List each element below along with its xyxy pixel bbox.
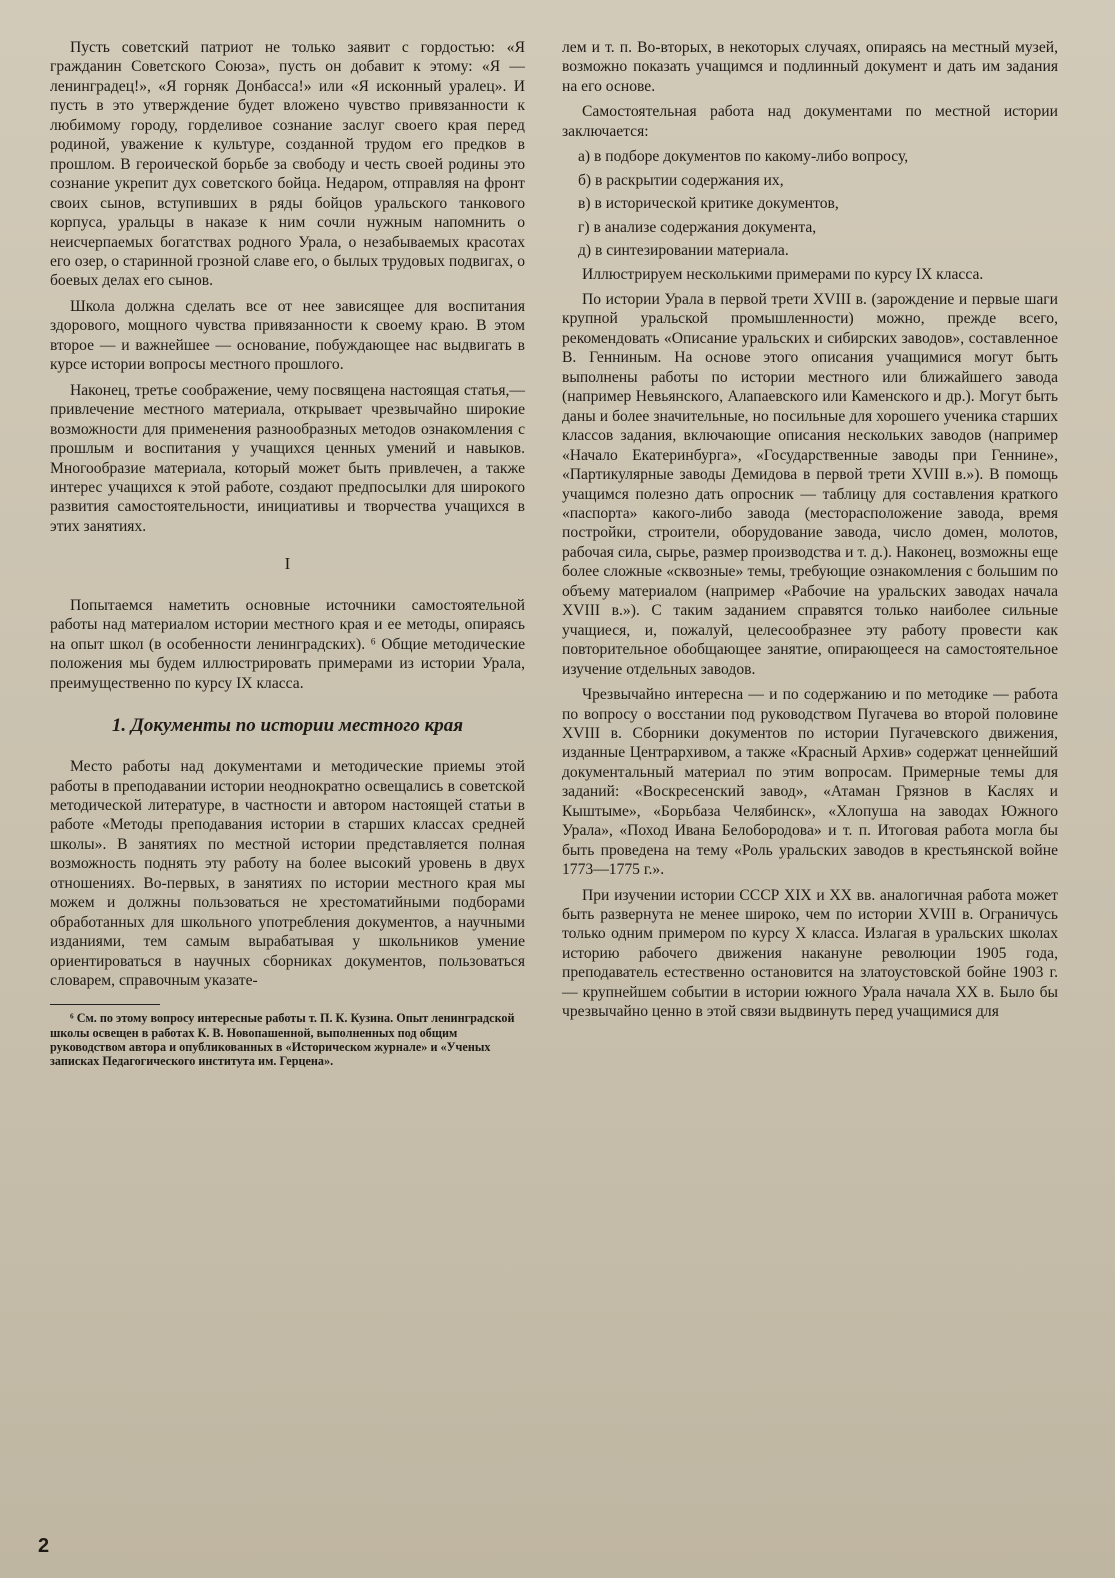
list-item: г) в анализе содержания документа, [578,218,817,236]
paragraph: лем и т. п. Во-вторых, в некоторых случаях, опираясь на местный музей, возможно показать учащимся и подлинный документ и дать им задания на его основе. [562,39,1058,95]
page-number: 2 [38,1535,50,1557]
paragraph: Наконец, третье соображение, чему посвящена настоящая статья,— привлечение местного материала, открывает чрезвычайно широкие возможности для применения разнообразных методов ознакомления с прошлым и воспитания у учащихся ценных умений и навыков. Многообразие материала, который может быть привлечен, а также интерес учащихся к этой работе, создают предпосылки для широкого развития самостоятельности, инициативы и творчества учащихся в этих занятиях. [50,381,525,535]
list-item: б) в раскрытии содержания их, [578,171,784,189]
paragraph: Чрезвычайно интересна — и по содержанию и по методике — работа по вопросу о восстании под руководством Пугачева во второй половине XVIII в. Сборники документов по истории Пугачевского движения, изданные Центрархивом, а также «Красный Архив» содержат ценнейший документальный материал по этим вопросам. Примерные темы для заданий: «Воскресенский завод», «Атаман Грязнов в Каслях и Кыштыме», «Борьбаза Челябинск», «Хлопуша на заводах Южного Урала», «Поход Ивана Белобородова» и т. п. Итоговая работа могла бы быть проведена на тему «Роль уральских заводов в крестьянской войне 1773—1775 г.». [562,686,1058,879]
list-item: в) в исторической критике документов, [578,195,839,213]
left-column [50,38,525,1074]
paragraph: Пусть советский патриот не только заявит с гордостью: «Я гражданин Советского Союза», пусть он добавит к этому: «Я — ленинградец!», «Я горняк Донбасса!» или «Я исконный уралец». И пусть в это утверждение будет вложено чувство привязанности к любимому городу, горделивое сознание заслуг своего края перед родиной, уважение к культуре, созданной трудом его предков в прошлом. В героической борьбе за свободу и честь своей родины это сознание укрепит дух советского бойца. Недаром, отправляя на фронт своих сынов, вступивших в ряды бойцов уральского танкового корпуса, уральцы в наказе к ним сочли нужным напомнить о неисчерпаемых богатствах родного Урала, о незабываемых красотах его озер, о старинной грозной славе его, о былых трудовых подвигах, о боевых делах его сынов. [50,39,525,290]
footnote-divider [50,1004,160,1005]
paragraph: Попытаемся наметить основные источники самостоятельной работы над материалом истории местного края и ее методы, опираясь на опыт школ (в особенности ленинградских). ⁶ Общие методические положения мы будем иллюстрировать примерами из истории Урала, преимущественно по курсу IX класса. [50,596,525,692]
paragraph: При изучении истории СССР XIX и XX вв. аналогичная работа может быть развернута не менее широко, чем по истории XVIII в. Ограничусь только одним примером по курсу X класса. Излагая в уральских школах историю рабочего движения накануне революции 1905 года, преподаватель естественно остановится на златоустовской бойне 1903 г.— крупнейшем событии в истории южного Урала начала XX в. Было бы чрезвычайно ценно в этой связи выдвинуть перед учащимися для [562,886,1058,1021]
footnote: ⁶ См. по этому вопросу интересные работы т. П. К. Кузина. Опыт ленинградской школы освещен в работах К. В. Новопашенной, выполненных под общим руководством автора и опубликованных в «Историческом журнале» и «Ученых записках Педагогического института им. Герцена». [50,1011,515,1069]
section-number: I [284,554,291,574]
section-heading: 1. Документы по истории местного края [111,715,464,737]
paragraph: Самостоятельная работа над документами по местной истории заключается: [562,103,1058,140]
list-item: а) в подборе документов по какому-либо вопросу, [578,148,909,166]
list-item: д) в синтезировании материала. [578,242,789,260]
paragraph: Место работы над документами и методические приемы этой работы в преподавании истории неоднократно освещались в советской методической литературе, в частности и автором настоящей статьи в работе «Методы преподавания истории в старших классах средней школы». В занятиях по местной истории представляется полная возможность поднять эту работу на более высокий уровень в двух отношениях. Во-первых, в занятиях по истории местного края мы можем и должны пользоваться не хрестоматийными подборами обработанных для школьного употребления документов, а научными изданиями, тем самым вырабатывая у школьников умение ориентироваться в научных сборниках документов, пользоваться словарем, справочным указате- [50,758,525,990]
paragraph: Иллюстрируем несколькими примерами по курсу IX класса. [582,265,984,283]
right-column [562,38,1058,1028]
paragraph: По истории Урала в первой трети XVIII в. (зарождение и первые шаги крупной уральской промышленности) можно, прежде всего, рекомендовать «Описание уральских и сибирских заводов», составленное В. Генниным. На основе этого описания учащимися могут быть выполнены работы по истории местного или ближайшего завода (например Невьянского, Алапаевского или Каменского и др.). Могут быть даны и более значительные, но посильные для хорошего ученика старших классов задания, включающие описания нескольких заводов (например «Начало Екатеринбурга», «Государственные заводы при Геннине», «Партикулярные заводы Демидова в первой трети XVIII в.»). В помощь учащимся полезно дать опросник — таблицу для составления краткого «паспорта» какого-либо завода (месторасположение завода, время постройки, строители, оборудование завода, число домен, молотов, рабочая сила, сырье, размер производства и т. д.). Наконец, возможны еще более сложные «сквозные» темы, требующие ознакомления с большим по объему материалом (например «Рабочие на уральских заводах начала XVIII в.»). С таким заданием справятся только наиболее сильные учащиеся, и, пожалуй, целесообразнее эту работу провести как повторительное обобщающее занятие, опирающееся на самостоятельное изучение отдельных заводов. [562,290,1058,678]
paragraph: Школа должна сделать все от нее зависящее для воспитания здорового, мощного чувства привязанности к своему краю. В этом второе — и важнейшее — основание, побуждающее нас выдвигать в курсе истории вопросы местного прошлого. [50,297,525,374]
